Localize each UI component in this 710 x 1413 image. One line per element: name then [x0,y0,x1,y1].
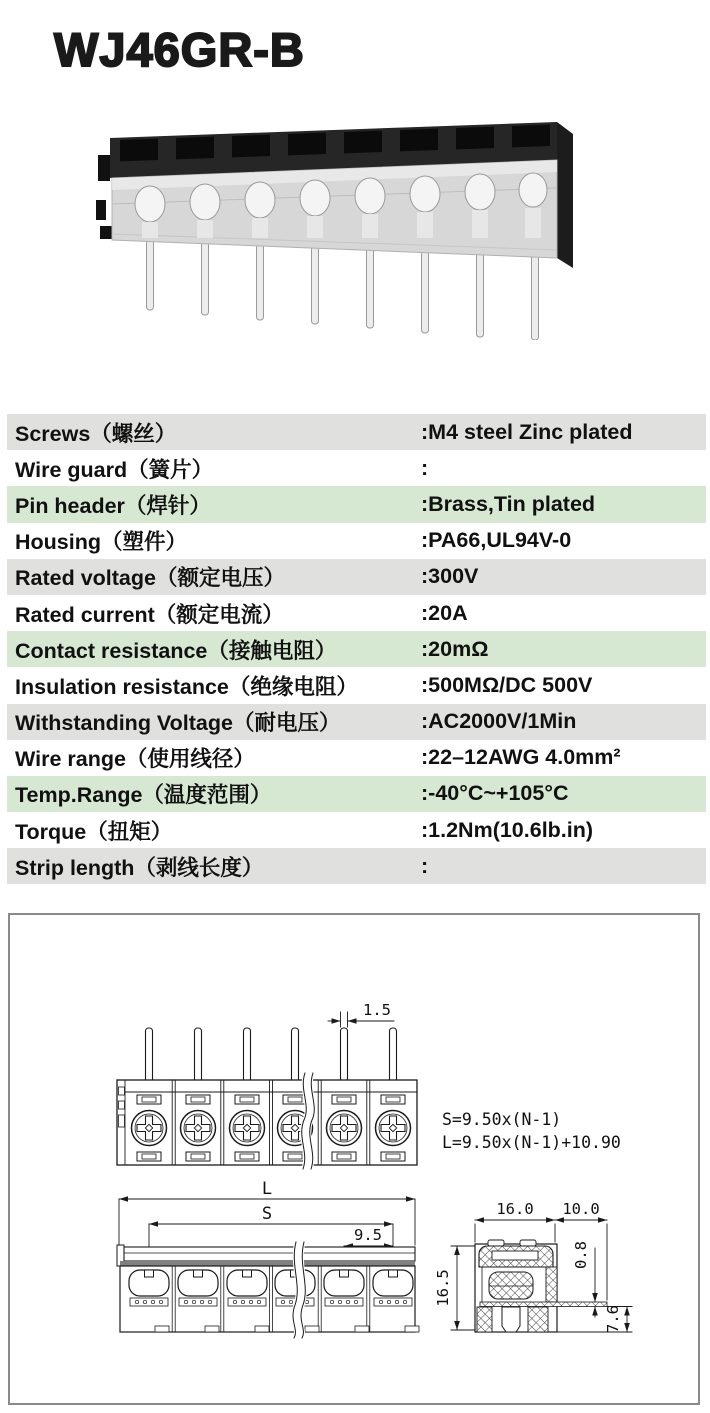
dim-pin-length-label: 7.6 [604,1305,622,1333]
terminal-block-photo-illustration [90,100,620,340]
dim-height-group [434,1246,475,1330]
photo-left-tabs [96,155,112,239]
spec-row [7,776,706,812]
top-view [117,1001,417,1169]
spec-label: Housing（塑件） [15,530,187,555]
spec-row [7,812,706,848]
spec-label: Wire guard（簧片） [15,457,214,482]
spec-row [7,486,706,522]
spec-row [7,523,706,559]
spec-row [7,414,706,450]
spec-value: : [421,455,429,480]
spec-value: : [421,853,429,878]
dim-plate-thickness-label: 0.8 [572,1241,590,1269]
end-view [434,1200,632,1333]
spec-row [7,595,706,631]
dim-pin-width-group [328,1001,394,1027]
technical-drawing-panel [8,913,700,1405]
photo-right-face [557,122,573,268]
spec-row [7,667,706,703]
dim-span-label: S [261,1204,273,1224]
spec-value: :20A [421,600,468,625]
spec-value: :20mΩ [421,636,489,661]
side-view [117,1179,419,1338]
spec-row [7,740,706,776]
spec-label: Torque（扭矩） [15,819,173,844]
spec-label: Insulation resistance（绝缘电阻） [15,674,358,699]
spec-label: Temp.Range（温度范围） [15,783,272,808]
spec-label: Rated voltage（额定电压） [15,566,285,591]
spec-label: Strip length（剥线长度） [15,855,264,880]
spec-value: :500MΩ/DC 500V [421,672,593,697]
spec-label: Screws（螺丝） [15,421,177,446]
product-photo [90,100,620,340]
dim-tab-label: 10.0 [562,1200,600,1218]
dim-pitch-label: 9.5 [354,1226,382,1244]
spec-row [7,704,706,740]
spec-label: Withstanding Voltage（耐电压） [15,711,341,736]
formula-l: L=9.50x(N-1)+10.90 [442,1133,621,1152]
spec-label: Rated current（额定电流） [15,602,284,627]
dim-height-label: 16.5 [434,1269,452,1307]
spec-row [7,631,706,667]
dim-depth-label: 16.0 [496,1200,534,1218]
spec-value: :Brass,Tin plated [421,491,596,516]
drawing-formulas [442,1110,621,1152]
product-title: WJ46GR-B [54,23,305,76]
spec-value: :-40°C~+105°C [421,781,569,806]
spec-row [7,559,706,595]
dim-length-label: L [261,1179,273,1199]
spec-row [7,848,706,884]
dim-pin-width-label: 1.5 [363,1001,391,1019]
spec-row [7,450,706,486]
spec-value: :AC2000V/1Min [421,709,577,734]
spec-value: :1.2Nm(10.6lb.in) [421,817,594,842]
spec-label: Contact resistance（接触电阻） [15,638,337,663]
technical-drawing [10,915,698,1403]
spec-table [7,414,706,884]
spec-label: Pin header（焊针） [15,493,211,518]
spec-value: :22–12AWG 4.0mm² [421,745,621,770]
spec-label: Wire range（使用线径） [15,747,255,772]
spec-value: :M4 steel Zinc plated [421,419,633,444]
spec-value: :PA66,UL94V-0 [421,528,572,553]
spec-value: :300V [421,564,479,589]
formula-s: S=9.50x(N-1) [442,1110,562,1129]
